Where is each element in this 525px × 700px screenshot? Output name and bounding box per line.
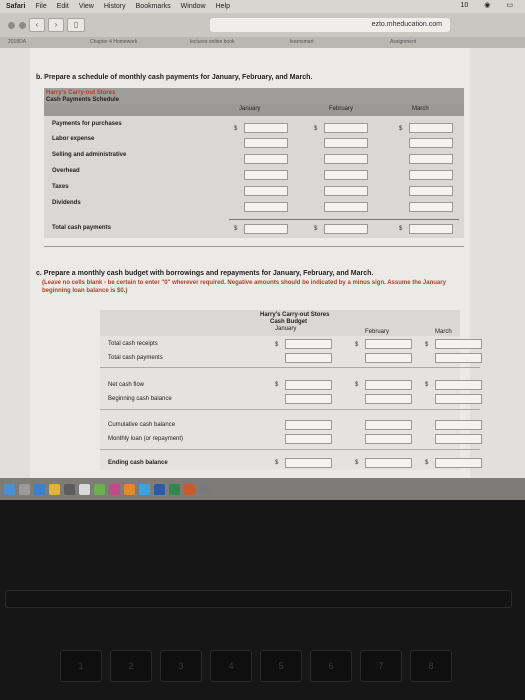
- input-cell[interactable]: [244, 123, 288, 133]
- budget-name: Cash Budget: [270, 319, 308, 325]
- key-2: 2: [110, 650, 152, 682]
- key-1: 1: [60, 650, 102, 682]
- window-controls: [8, 22, 26, 29]
- menu-safari[interactable]: Safari: [6, 3, 26, 10]
- budget-row-label: Ending cash balance: [108, 460, 168, 466]
- cash-budget-table: [100, 310, 460, 470]
- word-icon[interactable]: [154, 484, 165, 495]
- cash-payments-table: [44, 88, 464, 238]
- mac-menubar: [0, 0, 525, 13]
- address-bar[interactable]: ezto.mheducation.com: [210, 18, 450, 32]
- input-cell[interactable]: [409, 202, 453, 212]
- tab-1[interactable]: 2018DA: [8, 39, 27, 45]
- budget-row-label: Total cash receipts: [108, 341, 158, 347]
- launchpad-icon[interactable]: [19, 484, 30, 495]
- col-february: February: [365, 329, 390, 335]
- input-cell[interactable]: [435, 458, 482, 468]
- tab-bar: [0, 37, 525, 48]
- col-january: January: [275, 326, 297, 332]
- tab-2[interactable]: Chapter 4 Homework: [90, 39, 138, 45]
- total-divider: [229, 219, 459, 220]
- input-cell[interactable]: [409, 154, 453, 164]
- total-input-cell[interactable]: [324, 224, 368, 234]
- appstore-icon[interactable]: [139, 484, 150, 495]
- key-3: 3: [160, 650, 202, 682]
- tab-3[interactable]: lectures online book: [190, 39, 235, 45]
- input-cell[interactable]: [365, 420, 412, 430]
- status-area: [450, 1, 513, 9]
- currency-symbol: $: [314, 226, 318, 232]
- key-7: 7: [360, 650, 402, 682]
- menu-history[interactable]: History: [103, 3, 126, 10]
- web-page: [0, 48, 525, 478]
- input-cell[interactable]: [324, 202, 368, 212]
- wifi-icon[interactable]: ◉: [484, 2, 491, 9]
- menu-view[interactable]: View: [78, 3, 94, 10]
- input-cell[interactable]: [435, 339, 482, 349]
- row-label: Payments for purchases: [52, 121, 122, 127]
- maps-icon[interactable]: [94, 484, 105, 495]
- homework-content: [30, 48, 470, 478]
- input-cell[interactable]: [435, 420, 482, 430]
- row-divider: [100, 367, 480, 368]
- input-cell[interactable]: [435, 380, 482, 390]
- col-march: March: [412, 106, 429, 112]
- row-label: Taxes: [52, 184, 69, 190]
- laptop-keyboard: [0, 500, 525, 700]
- row-label: Overhead: [52, 168, 80, 174]
- total-label: Total cash payments: [52, 225, 111, 231]
- tab-4[interactable]: learnsmart: [290, 39, 314, 45]
- company-name: Harry's Carry-out Stores: [46, 90, 116, 96]
- total-input-cell[interactable]: [409, 224, 453, 234]
- col-march: March: [435, 329, 452, 335]
- currency-symbol: $: [399, 226, 403, 232]
- back-button[interactable]: ‹: [29, 18, 45, 32]
- key-5: 5: [260, 650, 302, 682]
- budget-row-label: Net cash flow: [108, 382, 145, 388]
- part-b-title: b. Prepare a schedule of monthly cash payments for January, February, and March.: [36, 74, 313, 81]
- input-cell[interactable]: [244, 202, 288, 212]
- input-cell[interactable]: [409, 186, 453, 196]
- currency-symbol: $: [275, 382, 279, 388]
- tab-5[interactable]: Assignment: [390, 39, 417, 45]
- safari-icon[interactable]: [34, 484, 45, 495]
- menu-edit[interactable]: Edit: [56, 3, 69, 10]
- input-cell[interactable]: [244, 170, 288, 180]
- excel-icon[interactable]: [169, 484, 180, 495]
- sidebar-icon[interactable]: ▯: [67, 18, 85, 32]
- input-cell[interactable]: [324, 123, 368, 133]
- photos-icon[interactable]: [124, 484, 135, 495]
- total-input-cell[interactable]: [244, 224, 288, 234]
- input-cell[interactable]: [244, 186, 288, 196]
- input-cell[interactable]: [365, 394, 412, 404]
- mac-dock: [0, 478, 525, 500]
- input-cell[interactable]: [285, 394, 332, 404]
- input-cell[interactable]: [244, 138, 288, 148]
- schedule-name: Cash Payments Schedule: [46, 97, 120, 103]
- input-cell[interactable]: [409, 170, 453, 180]
- menu-help[interactable]: Help: [215, 3, 230, 10]
- input-cell[interactable]: [244, 154, 288, 164]
- input-cell[interactable]: [435, 353, 482, 363]
- currency-symbol: $: [399, 126, 403, 132]
- currency-symbol: $: [234, 126, 238, 132]
- key-8: 8: [410, 650, 452, 682]
- input-cell[interactable]: [285, 353, 332, 363]
- currency-symbol: $: [234, 226, 238, 232]
- row-divider: [100, 449, 480, 450]
- budget-row-label: Monthly loan (or repayment): [108, 436, 184, 442]
- input-cell[interactable]: [365, 353, 412, 363]
- itunes-icon[interactable]: [109, 484, 120, 495]
- input-cell[interactable]: [324, 138, 368, 148]
- currency-symbol: $: [275, 460, 279, 466]
- status-text: 10: [460, 1, 469, 9]
- col-february: February: [329, 106, 354, 112]
- input-cell[interactable]: [324, 154, 368, 164]
- currency-symbol: $: [275, 342, 279, 348]
- currency-symbol: $: [425, 342, 429, 348]
- menu-bookmarks[interactable]: Bookmarks: [135, 3, 171, 10]
- menu-file[interactable]: File: [35, 3, 47, 10]
- powerpoint-icon[interactable]: [184, 484, 195, 495]
- row-label: Selling and administrative: [52, 152, 127, 158]
- input-cell[interactable]: [409, 123, 453, 133]
- currency-symbol: $: [355, 342, 359, 348]
- part-c-instruction: (Leave no cells blank - be certain to enter "0" wherever required. Negative amounts should be indicated by a minus sign. Assume the January beginning loan balance is $0.): [42, 280, 446, 294]
- trash-icon[interactable]: [199, 484, 210, 495]
- input-cell[interactable]: [285, 458, 332, 468]
- row-divider: [100, 409, 480, 410]
- budget-company: Harry's Carry-out Stores: [260, 312, 330, 318]
- calendar-icon[interactable]: [79, 484, 90, 495]
- row-label: Labor expense: [52, 136, 95, 142]
- budget-row-label: Total cash payments: [108, 355, 163, 361]
- input-cell[interactable]: [435, 434, 482, 444]
- input-cell[interactable]: [324, 170, 368, 180]
- row-label: Dividends: [52, 200, 81, 206]
- input-cell[interactable]: [365, 458, 412, 468]
- input-cell[interactable]: [285, 420, 332, 430]
- input-cell[interactable]: [285, 380, 332, 390]
- input-cell[interactable]: [285, 434, 332, 444]
- key-4: 4: [210, 650, 252, 682]
- notes-icon[interactable]: [49, 484, 60, 495]
- budget-row-label: Cumulative cash balance: [108, 422, 176, 428]
- input-cell[interactable]: [409, 138, 453, 148]
- col-january: January: [239, 106, 261, 112]
- input-cell[interactable]: [324, 186, 368, 196]
- function-key-row: [5, 590, 512, 608]
- currency-symbol: $: [425, 382, 429, 388]
- forward-button[interactable]: ›: [48, 18, 64, 32]
- input-cell[interactable]: [365, 380, 412, 390]
- menu-window[interactable]: Window: [180, 3, 206, 10]
- key-6: 6: [310, 650, 352, 682]
- budget-row-label: Beginning cash balance: [108, 396, 172, 402]
- finder-icon[interactable]: [4, 484, 15, 495]
- currency-symbol: $: [425, 460, 429, 466]
- input-cell[interactable]: [365, 339, 412, 349]
- input-cell[interactable]: [285, 339, 332, 349]
- minimize-window-icon[interactable]: [19, 22, 26, 29]
- section-divider: [44, 246, 464, 247]
- input-cell[interactable]: [435, 394, 482, 404]
- battery-icon[interactable]: ▭: [506, 2, 513, 9]
- currency-symbol: $: [355, 460, 359, 466]
- input-cell[interactable]: [365, 434, 412, 444]
- currency-symbol: $: [355, 382, 359, 388]
- part-c-title: c. Prepare a monthly cash budget with borrowings and repayments for January, February, and March.: [36, 270, 374, 277]
- currency-symbol: $: [314, 126, 318, 132]
- app-icon[interactable]: [64, 484, 75, 495]
- close-window-icon[interactable]: [8, 22, 15, 29]
